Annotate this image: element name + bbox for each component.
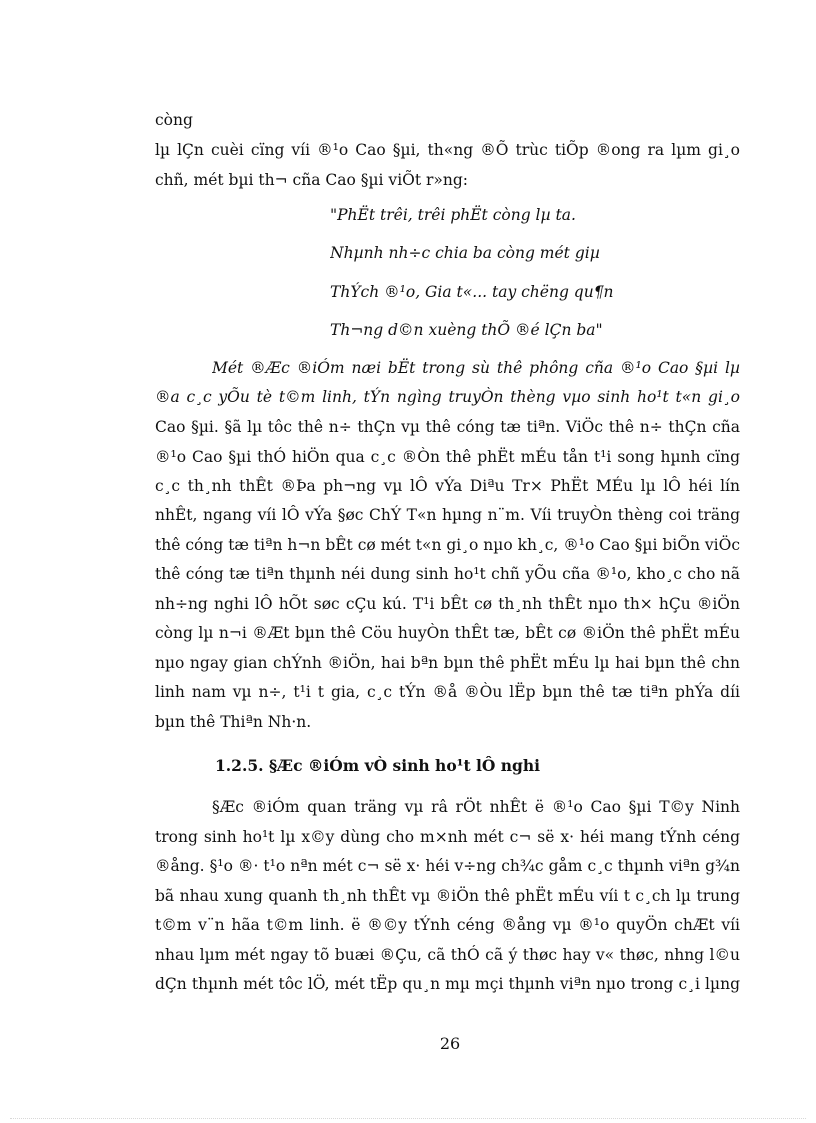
- text-line: Mét ®Æc ®iÓm næi bËt trong sù thê phông cña ®¹o Cao §µi lµ: [212, 359, 740, 377]
- text-line: §Æc ®iÓm quan träng vµ râ rÖt nhÊt ë ®¹o Cao §µi T©y Ninh: [212, 798, 740, 816]
- section-heading: 1.2.5. §Æc ®iÓm vÒ sinh ho¹t lÔ nghi: [215, 756, 541, 775]
- text-line: lµ lÇn cuèi cïng víi ®¹o Cao §µi, th«ng ®Õ trùc tiÕp ®ong ra lµm gi¸o: [155, 141, 740, 159]
- text-line: còng lµ n¬i ®Æt bµn thê Cöu huyÒn thÊt tæ, bÊt cø ®iÖn thê phËt mÉu: [155, 624, 740, 642]
- text-line: linh nam vµ n÷, t¹i t gia, c¸c tÝn ®å ®Òu lËp bµn thê tæ tiªn phÝa díi: [155, 683, 740, 701]
- text-line: nµo ngay gian chÝnh ®iÖn, hai bªn bµn thê phËt mÉu lµ hai bµn thê chn: [155, 654, 740, 672]
- text-line: bµn thê Thiªn Nh·n.: [155, 713, 312, 731]
- text-line: thê cóng tæ tiªn thµnh néi dung sinh ho¹t chñ yÕu cña ®¹o, kho¸c cho nã: [155, 565, 740, 583]
- text-line: ®a c¸c yÕu tè t©m linh, tÝn ngìng truyÒn thèng vµo sinh ho¹t t«n gi¸o: [155, 388, 740, 406]
- text-line: nhÊt, ngang víi lÔ vÝa §øc ChÝ T«n hµng n¨m. Víi truyÒn thèng coi träng: [155, 506, 740, 524]
- text-line: bã nhau xung quanh th¸nh thÊt vµ ®iÖn thê phËt mÉu víi t c¸ch lµ trung: [155, 887, 740, 905]
- text-line: Cao §µi. §ã lµ tôc thê n÷ thÇn vµ thê cóng tæ tiªn. ViÖc thê n÷ thÇn cña: [155, 418, 740, 436]
- text-line: trong sinh ho¹t lµ x©y dùng cho m×nh mét c¬ së x· héi mang tÝnh céng: [155, 828, 740, 846]
- text-line: chñ, mét bµi th¬ cña Cao §µi viÕt r»ng:: [155, 171, 469, 189]
- text-line: ®¹o Cao §µi thÓ hiÖn qua c¸c ®Òn thê phËt mÉu tån t¹i song hµnh cïng: [155, 448, 740, 466]
- page-number: 26: [439, 1034, 461, 1053]
- text-line: dÇn thµnh mét tôc lÖ, mét tËp qu¸n mµ mçi thµnh viªn nµo trong c¸i lµng: [155, 975, 740, 993]
- poem-line: "PhËt trêi, trêi phËt còng lµ ta.: [330, 206, 576, 224]
- text-line: ®ång. §¹o ®· t¹o nªn mét c¬ së x· héi v÷ng ch¾c gåm c¸c thµnh viªn g¾n: [155, 857, 740, 875]
- text-line: nh÷ng nghi lÔ hÕt søc cÇu kú. T¹i bÊt cø th¸nh thÊt nµo th× hÇu ®iÖn: [155, 595, 740, 613]
- text-line: còng: [155, 111, 193, 129]
- poem-line: ThÝch ®¹o, Gia t«... tay chëng qu¶n: [330, 283, 614, 301]
- text-line: t©m v¨n hãa t©m linh. ë ®©y tÝnh céng ®ång vµ ®¹o quyÖn chÆt víi: [155, 916, 740, 934]
- text-line: nhau lµm mét ngay tõ buæi ®Çu, cã thÓ cã ý thøc hay v« thøc, nhng l©u: [155, 946, 740, 964]
- poem-line: Th¬ng d©n xuèng thÕ ®é lÇn ba": [330, 321, 603, 339]
- poem-line: Nhµnh nh÷c chia ba còng mét giµ: [330, 244, 600, 262]
- text-line: c¸c th¸nh thÊt ®Þa ph¬ng vµ lÔ vÝa Diªu Tr× PhËt MÉu lµ lÔ héi lín: [155, 477, 740, 495]
- page-bottom-border: [10, 1118, 806, 1119]
- text-line: thê cóng tæ tiªn h¬n bÊt cø mét t«n gi¸o nµo kh¸c, ®¹o Cao §µi biÕn viÖc: [155, 536, 740, 554]
